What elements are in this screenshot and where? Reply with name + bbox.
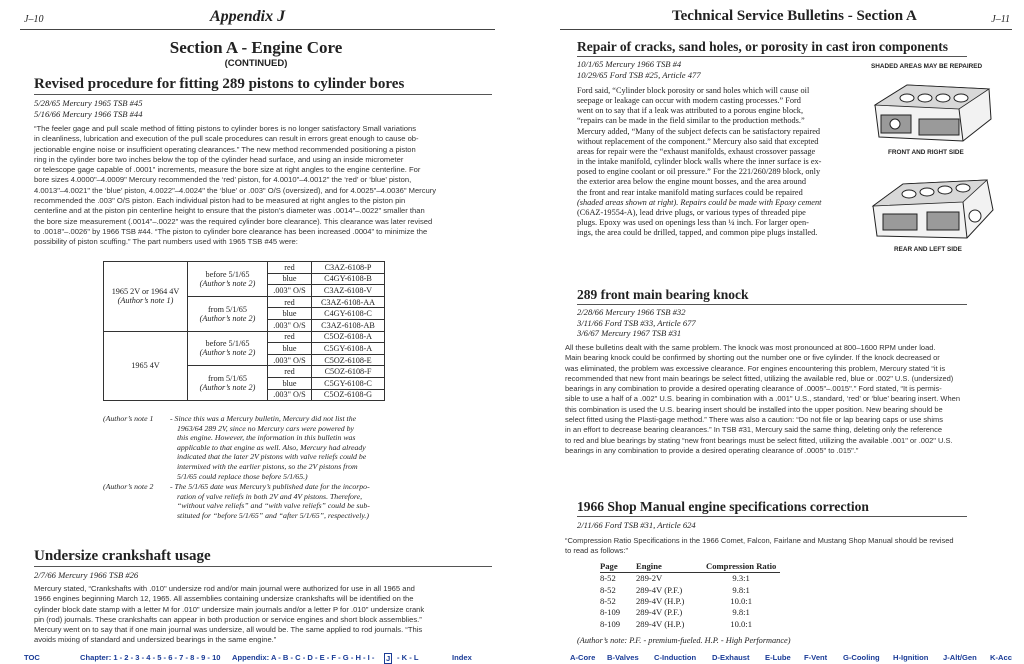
section-link-g[interactable]: G-Cooling <box>843 653 880 662</box>
body-line: areas for repair were the “exhaust manifolds, exhaust crossover passage <box>577 146 816 156</box>
article-rule <box>577 516 967 517</box>
date-group: before 5/1/65 (Author’s note 2) <box>188 262 268 297</box>
article-body-crankshaft <box>34 584 492 646</box>
citation: 5/28/65 Mercury 1965 TSB #45 <box>34 98 143 108</box>
table-row: 8-52 289-4V (H.P.) 10.0:1 <box>600 595 752 606</box>
article-citations <box>577 307 696 339</box>
piston-type: .003" O/S <box>268 285 312 297</box>
body-line: Main bearing knock could be confirmed by shorting out the number one or five cylinder. If the knock decreased or <box>565 353 940 363</box>
piston-type: blue <box>268 273 312 285</box>
body-line: 4.0013"–4.0021" the ‘blue’ piston, 4.0022"–4.0024" the ‘blue’ or .003" O/S (oversized), and for 4.0025"–4.0036" Mercury <box>34 185 437 195</box>
article-body-pistons <box>34 124 492 248</box>
section-title: Section A - Engine Core <box>169 38 343 57</box>
piston-part-table <box>103 261 385 401</box>
right-header-title: Technical Service Bulletins - Section A <box>672 8 917 24</box>
body-line: All these bulletins dealt with the same problem. The knock was most pronounced at 800–1600 RPM under load. <box>565 343 936 352</box>
appendix-links-tail[interactable]: - K - L <box>397 653 419 662</box>
table-row: 8-109 289-4V (P.F.) 9.8:1 <box>600 607 750 618</box>
section-link-j[interactable]: J-Alt/Gen <box>943 653 977 662</box>
column-header: Engine <box>636 561 706 573</box>
engine-group-2: 1965 4V <box>104 331 188 401</box>
body-line: the bore size measurement (.0014"–.0022" was the required cylinder bore clearance). This clearance was later revised <box>34 216 433 226</box>
citation: 2/7/66 Mercury 1966 TSB #26 <box>34 570 139 580</box>
author-note-2: - The 5/1/65 date was Mercury’s published date for the incorpo- ration of valve reliefs in both 2V and 4V pistons. Therefore, “without valve reliefs” and “with valve reliefs” could be sub- stituted for “before 5/1/65” and “after 5/1/65”, respectively.) <box>170 482 370 520</box>
article-body-bearing-knock <box>565 343 1019 456</box>
article-rule <box>577 304 967 305</box>
citation: 3/11/66 Ford TSB #33, Article 677 <box>577 317 696 328</box>
body-line: 1966 engines beginning March 12, 1965. All assemblies containing undersize crankshafts will be identified on the <box>34 594 414 604</box>
section-link-h[interactable]: H-Ignition <box>893 653 929 662</box>
article-citations <box>34 98 143 119</box>
body-line: recommended the .003" O/S piston. Each individual piston had to be measured at right angles to the piston pin <box>34 196 406 206</box>
citation: 3/6/67 Mercury 1967 TSB #31 <box>577 328 682 338</box>
body-line: in cleanliness, lubrication and execution of the pull scale procedures can result in errors great enough to cause ob- <box>34 134 419 144</box>
appendix-links[interactable]: Appendix: A - B - C - D - E - F - G - H - I - <box>232 653 375 662</box>
date-group: before 5/1/65 (Author’s note 2) <box>188 331 268 366</box>
body-line: without replacement of the component.” Mercury also said that excepted <box>577 136 819 146</box>
article-title-shop-manual: 1966 Shop Manual engine specifications correction <box>577 499 869 514</box>
appendix-current-link[interactable]: J <box>386 654 391 663</box>
part-number: C5OZ-6108-E <box>312 354 385 366</box>
body-line: centerline and at the piston pin centerline height to ensure that the piston’s diameter was .0014"–.0022" smaller than <box>34 206 425 216</box>
body-line: “Compression Ratio Specifications in the 1966 Comet, Falcon, Fairlane and Mustang Shop Manual should be revised <box>565 536 954 545</box>
body-line: was eliminated, the problem was excessive clearance. For engines encountering this problem, Mercury stated “it is <box>565 363 946 373</box>
body-line: to .0018"–.0026" by 1966 TSB #44. “The piston to cylinder bore clearance has been increased .0004” to minimize the <box>34 226 428 236</box>
part-number: C4GY-6108-B <box>312 273 385 285</box>
article-body-cast-iron <box>577 86 859 238</box>
article-title-pistons: Revised procedure for fitting 289 pistons to cylinder bores <box>34 76 405 92</box>
body-line: possibility of piston scuffing.” The part numbers used with 1965 TSB #45 were: <box>34 237 298 247</box>
piston-type: blue <box>268 377 312 389</box>
body-line: to red and blue bearings by stating “new front bearings must be select fitted, utilizing the available .001" or .002" U.S. <box>565 435 953 445</box>
body-line: bore sizes 4.0000"–4.0009" Mercury recommended the ‘red’ piston, for 4.0010"–4.0012" the ‘red’ or ‘blue’ piston, <box>34 175 412 185</box>
part-number: C5OZ-6108-A <box>312 331 385 343</box>
body-line: posed to engine coolant or oil pressure.” For the 221/260/289 block, only <box>577 167 821 177</box>
right-page <box>512 0 1024 664</box>
body-line: ings, the area could be drilled, tapped, and common pipe plugs installed. <box>577 228 818 238</box>
article-rule <box>34 94 492 95</box>
article-title-bearing-knock: 289 front main bearing knock <box>577 287 749 302</box>
body-line: the front and rear intake manifold mating surfaces could be repaired <box>577 187 803 197</box>
piston-type: red <box>268 262 312 274</box>
citation: 5/16/66 Mercury 1966 TSB #44 <box>34 108 143 119</box>
body-line: (shaded areas shown at right). Repairs could be made with Epoxy cement <box>577 197 822 207</box>
date-group: from 5/1/65 (Author’s note 2) <box>188 366 268 401</box>
body-line: pin (rod) journals. These crankshafts can appear in both production or service engines and short block assemblies.” <box>34 614 422 624</box>
article-body-shop-manual <box>565 536 1019 557</box>
piston-type: red <box>268 331 312 343</box>
section-link-b[interactable]: B-Valves <box>607 653 639 662</box>
body-line: this combination is used the U.S. bearing insert should be installed into the upper position. New bearing should be <box>565 404 943 414</box>
body-line: Mercury went on to say that if one main journal was undersize, all would be. The same applied to rod journals. “This <box>34 625 423 635</box>
piston-type: blue <box>268 308 312 320</box>
piston-type: .003" O/S <box>268 319 312 331</box>
date-group: from 5/1/65 (Author’s note 2) <box>188 296 268 331</box>
body-line: or telescope gage capable of .0001" increments, measure the bore size at right angles to the engine centerline. For <box>34 165 421 175</box>
piston-type: .003" O/S <box>268 389 312 401</box>
piston-type: blue <box>268 343 312 355</box>
piston-type: red <box>268 366 312 378</box>
article-title-crankshaft: Undersize crankshaft usage <box>34 548 211 564</box>
article-citations <box>577 59 701 80</box>
part-number: C4GY-6108-C <box>312 308 385 320</box>
left-header-title: Appendix J <box>210 8 286 25</box>
part-number: C3AZ-6108-V <box>312 285 385 297</box>
article-title-cast-iron: Repair of cracks, sand holes, or porosity in cast iron components <box>577 39 949 54</box>
right-header <box>560 8 1012 30</box>
body-line: plugs. Epoxy was used on openings less than ¼ inch. For larger open- <box>577 218 809 228</box>
body-line: “repairs can be made in the field similar to the production methods.” <box>577 116 805 126</box>
chapter-links[interactable]: Chapter: 1 - 2 - 3 - 4 - 5 - 6 - 7 - 8 - 9 - 10 <box>80 653 221 662</box>
piston-type: red <box>268 296 312 308</box>
figure-caption-bottom: REAR AND LEFT SIDE <box>894 246 962 253</box>
citation: 10/29/65 Ford TSB #25, Article 477 <box>577 69 701 80</box>
article-rule <box>577 56 967 57</box>
body-line: to read as follows:” <box>565 546 628 556</box>
table-row: 8-52 289-4V (P.F.) 9.8:1 <box>600 584 750 595</box>
column-header: Compression Ratio <box>706 561 780 573</box>
body-line: (C6AZ-19554-A), lead drive plugs, or various types of threaded pipe <box>577 207 806 217</box>
compression-ratio-table <box>600 561 780 629</box>
left-page-number: J–10 <box>24 14 44 25</box>
index-link[interactable]: Index <box>452 653 472 662</box>
part-number: C3AZ-6108-P <box>312 262 385 274</box>
body-line: Ford said, “Cylinder block porosity or sand holes which will cause oil <box>577 86 810 95</box>
body-line: cylinder block date stamp with a letter M for .010" undersize main journals and/or a letter P for .010" undersize crank <box>34 604 425 614</box>
part-number: C5OZ-6108-F <box>312 366 385 378</box>
left-header <box>20 8 495 30</box>
section-link-e[interactable]: E-Lube <box>765 653 791 662</box>
citation: 2/28/66 Mercury 1966 TSB #32 <box>577 307 686 317</box>
part-number: C5GY-6108-A <box>312 343 385 355</box>
section-subtitle: (CONTINUED) <box>224 58 288 69</box>
body-line: bearings in any combination to provide a desired operating clearance of .0005" to .015".” <box>565 445 859 455</box>
figure-caption-middle: FRONT AND RIGHT SIDE <box>888 149 964 156</box>
section-link-f[interactable]: F-Vent <box>804 653 828 662</box>
body-line: the exterior area below the engine mount bosses, and the area around <box>577 177 806 187</box>
section-link-c[interactable]: C-Induction <box>654 653 697 662</box>
body-line: went on to say that if a leak was attributed to a porous engine block, <box>577 106 804 116</box>
author-note-1-label: (Author’s note 1 <box>103 414 154 423</box>
column-header: Page <box>600 561 636 573</box>
body-line: jectionable engine noise or insufficient operating clearances.” The new method recommended positioning a piston <box>34 144 416 154</box>
author-note-footnote: (Author’s note: P.F. - premium-fueled. H.P. - High Performance) <box>577 636 791 645</box>
body-line: “The feeler gage and pull scale method of fitting pistons to cylinder bores is no longer satisfactory Small variations <box>34 124 416 133</box>
body-line: Mercury stated, “Crankshafts with .010" undersize rod and/or main journal were authorized for use in all 1965 and <box>34 584 415 593</box>
section-link-d[interactable]: D-Exhaust <box>712 653 750 662</box>
section-link-a[interactable]: A-Core <box>570 653 596 662</box>
engine-block-rear-left-illustration <box>867 172 997 244</box>
section-link-k[interactable]: K-Acc <box>990 653 1012 662</box>
body-line: Mercury added, “Many of the subject defects can be satisfactory repaired <box>577 126 821 136</box>
author-note-1: - Since this was a Mercury bulletin, Mercury did not list the 1963/64 289 2V, since no Mercury cars were powered by this engine. However, the information in this bulletin was applicable to that engine as well. Also, Mercury had already indicated that the later 2V pistons with valve reliefs could be intermixed with the earlier pistons, so the 2V pistons from 5/1/65 could replace those before 5/1/65.) <box>170 414 367 481</box>
table-header-row <box>600 561 780 573</box>
table-row: 8-109 289-4V (H.P.) 10.0:1 <box>600 618 752 629</box>
part-number: C3AZ-6108-AA <box>312 296 385 308</box>
engine-group-1: 1965 2V or 1964 4V (Author’s note 1) <box>104 262 188 332</box>
body-line: in the intake manifold, cylinder block walls where the inner surface is ex- <box>577 157 822 167</box>
body-line: seepage or leakage can occur with modern casting processes.” Ford <box>577 96 801 106</box>
engine-block-front-right-illustration <box>867 75 997 147</box>
author-note-2-label: (Author’s note 2 <box>103 482 154 491</box>
body-line: ring in the cylinder bore two inches below the top of the cylinder head surface, and using an inside micrometer <box>34 154 404 164</box>
citation: 2/11/66 Ford TSB #31, Article 624 <box>577 520 696 530</box>
piston-type: .003" O/S <box>268 354 312 366</box>
bottom-navigation <box>0 653 1024 664</box>
part-number: C5OZ-6108-G <box>312 389 385 401</box>
table-row: 8-52 289-2V 9.3:1 <box>600 573 750 584</box>
body-line: in an effort to decrease bearing clearances.” In TSB #31, Mercury said the same thing, deleting only the reference <box>565 425 943 435</box>
body-line: sible to use a half of a .002" U.S. bearing in combination with a .001" U.S., standard, ‘red’ or ‘blue’ bearing insert. When <box>565 394 960 404</box>
part-number: C5GY-6108-C <box>312 377 385 389</box>
body-line: select fitted using the Plasti-gage method.” There was also a caution: “Do not file or lap bearing caps or use shims <box>565 415 943 425</box>
figure-caption-top: SHADED AREAS MAY BE REPAIRED <box>871 63 983 70</box>
toc-link[interactable]: TOC <box>24 653 40 662</box>
article-rule <box>34 566 492 567</box>
citation: 10/1/65 Mercury 1966 TSB #4 <box>577 59 682 69</box>
body-line: bearings in any combination to provide a desired operating clearance of .0005"–.0015".” Ford stated, “It is permis- <box>565 384 942 394</box>
body-line: avoids mixing of standard and undersized bearings in the same engine.” <box>34 635 277 645</box>
body-line: recommended that new front main bearings be select fitted, utilizing the available red, blue or .002" U.S. (undersized) <box>565 373 954 383</box>
right-page-number: J–11 <box>991 14 1010 25</box>
part-number: C3AZ-6108-AB <box>312 319 385 331</box>
